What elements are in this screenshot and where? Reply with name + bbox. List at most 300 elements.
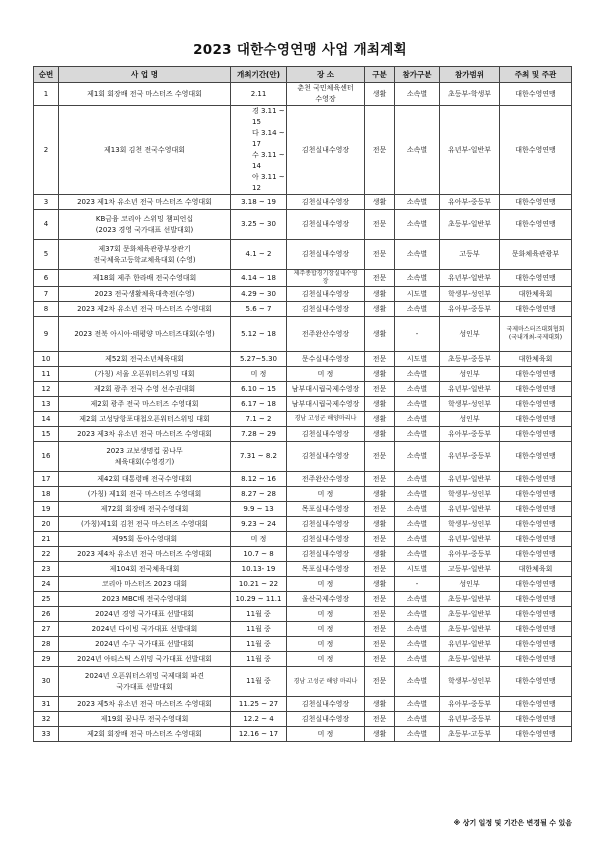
cell-host (500, 592, 572, 607)
cell-place-line: 김천실내수영장 (301, 519, 350, 528)
cell-event-name-line: 제2회 회장배 전국 마스터즈 수영대회 (87, 729, 202, 738)
cell-period (231, 210, 287, 240)
cell-participation: 소속별 (395, 472, 440, 487)
cell-period-line: 10.13- 19 (241, 564, 276, 573)
cell-period-line: 5.27~5.30 (239, 354, 278, 363)
cell-place (287, 562, 365, 577)
cell-period (231, 667, 287, 697)
table-row (34, 652, 572, 667)
cell-place-line: 전주완산수영장 (301, 329, 350, 338)
cell-host (500, 106, 572, 195)
cell-event-name-line: (가칭)제1회 김천 전국 마스터즈 수영대회 (80, 519, 208, 528)
cell-event-name (59, 382, 231, 397)
cell-place (287, 697, 365, 712)
page-title: 2023 대한수영연맹 사업 개최계획 (193, 42, 407, 58)
cell-place-line: 경남 고성군 해양 마리나 (293, 677, 358, 685)
cell-event-name (59, 83, 231, 106)
cell-place-line: 미 정 (317, 624, 334, 633)
cell-event-name-line: 체육대회(수영경기) (114, 457, 175, 466)
cell-range: 유아부-중등부 (440, 302, 500, 317)
cell-place-line: 목포실내수영장 (301, 504, 350, 513)
cell-range: 유아부-중등부 (440, 195, 500, 210)
cell-place-line: 남부대시립국제수영장 (291, 384, 360, 393)
cell-event-name (59, 697, 231, 712)
cell-event-name-line: 2023 제4차 유소년 전국 마스터즈 수영대회 (77, 549, 212, 558)
cell-range: 초등부-일반부 (440, 622, 500, 637)
col-header-range: 참가범위 (440, 67, 500, 83)
cell-range: 유년부-중등부 (440, 442, 500, 472)
cell-event-name (59, 712, 231, 727)
cell-host (500, 240, 572, 270)
cell-period-line: 미 정 (250, 534, 267, 543)
cell-range: 유년부-일반부 (440, 106, 500, 195)
cell-period-line: 6.10 ~ 15 (241, 384, 276, 393)
cell-participation: 소속별 (395, 532, 440, 547)
cell-place-line: 남부대시립국제수영장 (291, 399, 360, 408)
cell-participation: 시도별 (395, 352, 440, 367)
table-row (34, 547, 572, 562)
cell-period-line: 5.6 ~ 7 (245, 304, 272, 313)
cell-type: 생활 (365, 397, 395, 412)
cell-no: 21 (34, 532, 59, 547)
cell-host-line: (국내개최-국제대회) (508, 334, 563, 341)
cell-period (231, 472, 287, 487)
cell-period (231, 427, 287, 442)
table-row (34, 240, 572, 270)
cell-range: 고등부 (440, 240, 500, 270)
cell-event-name-line: 제1회 회장배 전국 마스터즈 수영대회 (87, 89, 202, 98)
cell-place (287, 667, 365, 697)
cell-no: 14 (34, 412, 59, 427)
cell-place-line: 김천실내수영장 (301, 304, 350, 313)
cell-host-line: 대한수영연맹 (515, 677, 556, 685)
cell-event-name-line: 전국체육고등학교체육대회 (수영) (93, 255, 196, 264)
cell-place-line: 미 정 (317, 579, 334, 588)
col-header-no: 순번 (34, 67, 59, 83)
cell-range: 학생부-성인부 (440, 287, 500, 302)
cell-event-name-line: 2024년 오픈워터스위밍 국제대회 파견 (84, 671, 205, 680)
table-row (34, 195, 572, 210)
cell-period-line: 10.21 ~ 22 (238, 579, 279, 588)
cell-no: 20 (34, 517, 59, 532)
cell-event-name (59, 427, 231, 442)
cell-place-line: 장 (322, 278, 329, 285)
cell-event-name (59, 195, 231, 210)
table-row (34, 412, 572, 427)
cell-host-line: 대한수영연맹 (515, 639, 556, 648)
cell-place (287, 592, 365, 607)
cell-no: 22 (34, 547, 59, 562)
cell-no: 17 (34, 472, 59, 487)
cell-participation: 소속별 (395, 547, 440, 562)
cell-no: 13 (34, 397, 59, 412)
cell-no: 19 (34, 502, 59, 517)
cell-range: 학생부-성인부 (440, 397, 500, 412)
cell-place-line: 미 정 (317, 489, 334, 498)
cell-participation: 소속별 (395, 502, 440, 517)
cell-host-line: 대한수영연맹 (515, 429, 556, 438)
cell-period-line: 6.17 ~ 18 (241, 399, 276, 408)
cell-range: 초등부-학생부 (440, 83, 500, 106)
cell-place-line: 수영장 (315, 95, 336, 103)
cell-no: 30 (34, 667, 59, 697)
cell-host-line: 대한수영연맹 (515, 145, 556, 154)
cell-type: 생활 (365, 487, 395, 502)
cell-event-name (59, 472, 231, 487)
cell-period-line: 7.28 ~ 29 (241, 429, 276, 438)
col-header-event-name: 사 업 명 (59, 67, 231, 83)
cell-range: 유년부-일반부 (440, 472, 500, 487)
cell-participation: 소속별 (395, 210, 440, 240)
table-row (34, 302, 572, 317)
cell-period-line: 8.12 ~ 16 (241, 474, 276, 483)
cell-participation: - (395, 317, 440, 352)
cell-host (500, 83, 572, 106)
cell-event-name (59, 210, 231, 240)
cell-participation: 소속별 (395, 637, 440, 652)
cell-event-name-line: 제42회 대통령배 전국수영대회 (97, 474, 192, 483)
cell-no: 31 (34, 697, 59, 712)
table-row (34, 442, 572, 472)
cell-event-name (59, 667, 231, 697)
cell-event-name (59, 547, 231, 562)
cell-place (287, 502, 365, 517)
cell-period (231, 442, 287, 472)
table-row (34, 317, 572, 352)
cell-event-name (59, 502, 231, 517)
cell-event-name-line: 제2회 광주 전국 수영 선수권대회 (93, 384, 196, 393)
cell-period (231, 317, 287, 352)
cell-host (500, 622, 572, 637)
cell-type: 전문 (365, 106, 395, 195)
cell-participation: 소속별 (395, 622, 440, 637)
cell-period-line: 수 3.11 ~ 14 (252, 151, 285, 170)
cell-place (287, 270, 365, 287)
cell-event-name (59, 652, 231, 667)
cell-no: 27 (34, 622, 59, 637)
cell-type: 생활 (365, 83, 395, 106)
cell-place (287, 622, 365, 637)
cell-host (500, 577, 572, 592)
cell-period-line: 3.18 ~ 19 (241, 197, 276, 206)
cell-place (287, 442, 365, 472)
cell-participation: 소속별 (395, 607, 440, 622)
cell-participation: 소속별 (395, 652, 440, 667)
cell-participation: 소속별 (395, 427, 440, 442)
col-header-participation: 참가구분 (395, 67, 440, 83)
cell-place (287, 412, 365, 427)
cell-participation: 소속별 (395, 412, 440, 427)
cell-participation: 소속별 (395, 397, 440, 412)
cell-range: 성인부 (440, 412, 500, 427)
cell-event-name (59, 397, 231, 412)
col-header-type: 구분 (365, 67, 395, 83)
cell-type: 생활 (365, 577, 395, 592)
cell-no: 15 (34, 427, 59, 442)
cell-type: 전문 (365, 637, 395, 652)
cell-range: 학생부-성인부 (440, 517, 500, 532)
cell-participation: - (395, 577, 440, 592)
cell-no: 29 (34, 652, 59, 667)
cell-place-line: 춘천 국민체육센터 (297, 84, 354, 92)
cell-type: 전문 (365, 532, 395, 547)
col-header-host: 주최 및 주관 (500, 67, 572, 83)
cell-host-line: 대한수영연맹 (515, 489, 556, 498)
cell-type: 전문 (365, 622, 395, 637)
cell-participation: 소속별 (395, 270, 440, 287)
cell-host (500, 727, 572, 742)
cell-period-line: 8.27 ~ 28 (241, 489, 276, 498)
cell-range: 유년부-중등부 (440, 712, 500, 727)
cell-range: 초등부-일반부 (440, 607, 500, 622)
cell-host-line: 대한수영연맹 (515, 414, 556, 423)
cell-host (500, 652, 572, 667)
cell-type: 생활 (365, 427, 395, 442)
cell-no: 2 (34, 106, 59, 195)
cell-range: 유아부-중등부 (440, 547, 500, 562)
cell-no: 25 (34, 592, 59, 607)
table-row (34, 367, 572, 382)
cell-host (500, 412, 572, 427)
cell-place (287, 547, 365, 562)
cell-period (231, 607, 287, 622)
cell-host-line: 대한수영연맹 (515, 714, 556, 723)
cell-host (500, 270, 572, 287)
cell-participation: 소속별 (395, 667, 440, 697)
cell-period-line: 11월 중 (246, 639, 271, 648)
cell-period-line: 11월 중 (246, 624, 271, 633)
cell-place (287, 287, 365, 302)
cell-type: 생활 (365, 412, 395, 427)
cell-host (500, 547, 572, 562)
cell-range: 학생부-성인부 (440, 667, 500, 697)
cell-period (231, 547, 287, 562)
cell-period (231, 697, 287, 712)
cell-event-name-line: 제2회 고성당항포대첩오픈워터스위밍 대회 (79, 414, 210, 423)
cell-place-line: 미 정 (317, 609, 334, 618)
cell-event-name-line: 2023 전북 아시아·태평양 마스터즈대회(수영) (74, 329, 215, 338)
cell-period-line: 3.25 ~ 30 (241, 220, 276, 228)
cell-host-line: 대한수영연맹 (515, 729, 556, 738)
cell-place-line: 김천실내수영장 (301, 549, 350, 558)
cell-event-name (59, 487, 231, 502)
cell-participation: 소속별 (395, 697, 440, 712)
cell-host (500, 367, 572, 382)
cell-event-name-line: 2023 제1차 유소년 전국 마스터즈 수영대회 (77, 197, 212, 206)
cell-no: 26 (34, 607, 59, 622)
cell-period-line: 11월 중 (246, 654, 271, 663)
cell-type: 생활 (365, 195, 395, 210)
cell-participation: 소속별 (395, 106, 440, 195)
cell-host (500, 697, 572, 712)
cell-host-line: 대한수영연맹 (515, 197, 556, 206)
cell-event-name-line: 제52회 전국소년체육대회 (105, 354, 184, 363)
cell-period-line: 4.29 ~ 30 (241, 289, 276, 298)
cell-place-line: 미 정 (317, 369, 334, 378)
cell-no: 28 (34, 637, 59, 652)
cell-participation: 소속별 (395, 727, 440, 742)
cell-period (231, 517, 287, 532)
cell-host-line: 대한수영연맹 (515, 369, 556, 378)
cell-host (500, 712, 572, 727)
cell-type: 전문 (365, 712, 395, 727)
cell-range: 유아부-중등부 (440, 697, 500, 712)
table-row (34, 562, 572, 577)
table-row (34, 577, 572, 592)
cell-type: 전문 (365, 652, 395, 667)
cell-place (287, 727, 365, 742)
cell-participation: 소속별 (395, 442, 440, 472)
cell-participation: 소속별 (395, 712, 440, 727)
cell-period (231, 712, 287, 727)
cell-range: 유년부-일반부 (440, 270, 500, 287)
cell-event-name-line: 제37회 문화체육관광부장관기 (98, 244, 191, 253)
cell-host (500, 487, 572, 502)
cell-period (231, 382, 287, 397)
cell-period-line: 9.9 ~ 13 (243, 504, 274, 513)
cell-place-line: 김천실내수영장 (301, 197, 350, 206)
cell-host-line: 대한수영연맹 (515, 89, 556, 98)
cell-host (500, 472, 572, 487)
cell-event-name (59, 287, 231, 302)
cell-host-line: 대한수영연맹 (515, 273, 556, 282)
cell-period (231, 532, 287, 547)
cell-event-name-line: 2023 전국생활체육대축전(수영) (94, 289, 195, 298)
cell-range: 유아부-중등부 (440, 427, 500, 442)
cell-event-name (59, 317, 231, 352)
cell-host (500, 442, 572, 472)
cell-type: 전문 (365, 240, 395, 270)
cell-event-name-line: 제95회 동아수영대회 (111, 534, 178, 543)
cell-period-line: 11.25 ~ 27 (238, 699, 279, 708)
table-row (34, 667, 572, 697)
cell-period (231, 592, 287, 607)
cell-host (500, 502, 572, 517)
cell-host (500, 382, 572, 397)
table-header-row (34, 67, 572, 83)
cell-period (231, 352, 287, 367)
cell-event-name (59, 517, 231, 532)
cell-event-name-line: (2023 경영 국가대표 선발대회) (95, 225, 194, 234)
cell-type: 전문 (365, 270, 395, 287)
cell-host-line: 대한수영연맹 (515, 304, 556, 313)
cell-place-line: 김천실내수영장 (301, 289, 350, 298)
cell-period (231, 727, 287, 742)
cell-host (500, 195, 572, 210)
cell-event-name-line: 제13회 김천 전국수영대회 (104, 145, 185, 154)
cell-host-line: 대한수영연맹 (515, 579, 556, 588)
table-row (34, 592, 572, 607)
cell-place-line: 김천실내수영장 (301, 714, 350, 723)
cell-no: 6 (34, 270, 59, 287)
cell-event-name-line: 코리아 마스터즈 2023 대회 (101, 579, 188, 588)
table-row (34, 502, 572, 517)
table-row (34, 472, 572, 487)
cell-place (287, 382, 365, 397)
cell-event-name-line: 국가대표 선발대회 (116, 682, 173, 691)
table-row (34, 352, 572, 367)
cell-event-name-line: 2024년 수구 국가대표 선발대회 (95, 639, 194, 648)
cell-place (287, 607, 365, 622)
cell-range: 초등부-일반부 (440, 652, 500, 667)
cell-no: 7 (34, 287, 59, 302)
cell-place-line: 김천실내수영장 (301, 250, 350, 258)
cell-event-name-line: 2023 제5차 유소년 전국 마스터즈 수영대회 (77, 699, 212, 708)
cell-event-name (59, 592, 231, 607)
cell-place-line: 김천실내수영장 (301, 429, 350, 438)
cell-period-line: 경 3.11 ~ 15 (252, 107, 285, 126)
cell-event-name (59, 270, 231, 287)
cell-period-line: 11월 중 (246, 609, 271, 618)
cell-place-line: 전주완산수영장 (301, 474, 350, 483)
cell-period (231, 487, 287, 502)
cell-period-line: 12.2 ~ 4 (243, 714, 274, 723)
cell-host (500, 667, 572, 697)
cell-host-line: 문화체육관광부 (511, 250, 560, 258)
cell-event-name-line: 2023 제2차 유소년 전국 마스터즈 수영대회 (77, 304, 212, 313)
table-row (34, 270, 572, 287)
cell-place-line: 김천실내수영장 (301, 145, 350, 154)
cell-no: 3 (34, 195, 59, 210)
cell-place (287, 210, 365, 240)
col-header-place: 장 소 (287, 67, 365, 83)
cell-place-line: 김천실내수영장 (301, 452, 350, 460)
table-row (34, 397, 572, 412)
cell-host (500, 210, 572, 240)
cell-host-line: 대한수영연맹 (515, 534, 556, 543)
cell-participation: 소속별 (395, 302, 440, 317)
cell-event-name (59, 727, 231, 742)
cell-period-line: 12.16 ~ 17 (238, 729, 279, 738)
cell-type: 생활 (365, 287, 395, 302)
cell-range: 유년부-일반부 (440, 382, 500, 397)
cell-range: 성인부 (440, 577, 500, 592)
cell-place-line: 김천실내수영장 (301, 534, 350, 543)
cell-event-name-line: 제72회 회장배 전국수영대회 (100, 504, 189, 513)
cell-place (287, 532, 365, 547)
cell-place (287, 367, 365, 382)
cell-event-name (59, 240, 231, 270)
cell-host (500, 427, 572, 442)
cell-range: 초등부-일반부 (440, 210, 500, 240)
cell-event-name (59, 442, 231, 472)
table-row (34, 287, 572, 302)
cell-event-name-line: 2024년 경영 국가대표 선발대회 (95, 609, 194, 618)
cell-place-line: 경남 고성군 해양마리나 (294, 415, 357, 422)
cell-event-name (59, 367, 231, 382)
cell-host-line: 대한수영연맹 (515, 519, 556, 528)
cell-place-line: 문수실내수영장 (301, 354, 350, 363)
cell-participation: 소속별 (395, 240, 440, 270)
cell-place (287, 577, 365, 592)
table-row (34, 83, 572, 106)
cell-type: 생활 (365, 317, 395, 352)
cell-place (287, 637, 365, 652)
cell-event-name-line: 제2회 광주 전국 마스터즈 수영대회 (90, 399, 199, 408)
cell-host (500, 317, 572, 352)
cell-no: 32 (34, 712, 59, 727)
cell-no: 4 (34, 210, 59, 240)
cell-host (500, 352, 572, 367)
cell-type: 생활 (365, 302, 395, 317)
cell-event-name (59, 577, 231, 592)
table-row (34, 382, 572, 397)
table-row (34, 622, 572, 637)
cell-host-line: 대한수영연맹 (515, 504, 556, 513)
cell-no: 16 (34, 442, 59, 472)
cell-period (231, 367, 287, 382)
cell-no: 23 (34, 562, 59, 577)
